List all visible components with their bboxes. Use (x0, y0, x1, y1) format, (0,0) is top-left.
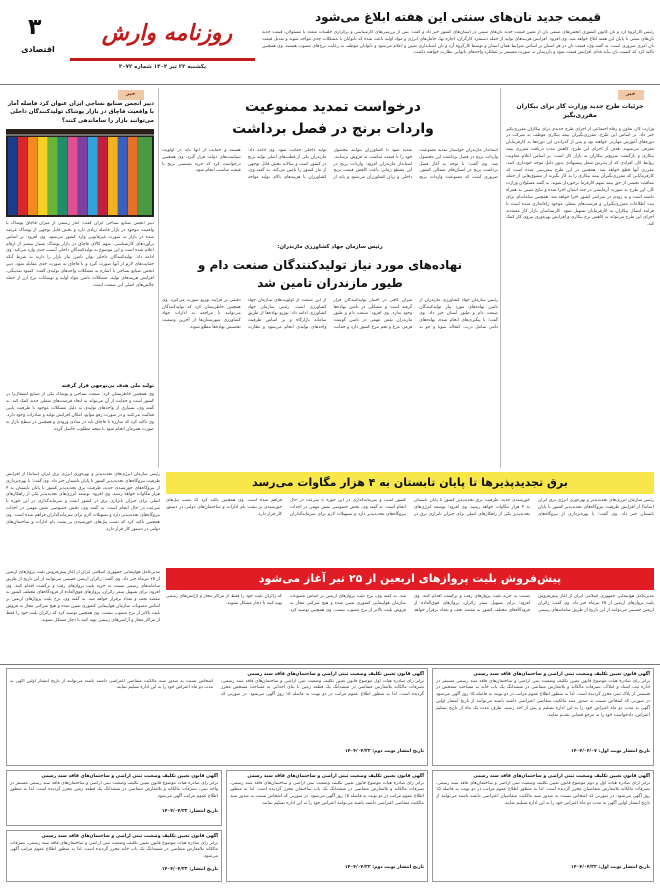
ad-body: برابر رای صادره هیات موضوع قانون تعیین تکلیف وضعیت ثبتی اراضی و ساختمان‌های فاقد سند رسمی مستقر در اداره ثبت اسناد و املاک، تصرفات مالکانه و بلامعارض متقاضی در ششدانگ یک باب خانه به مساحت مشخص در قسمتی از پلاک ثبتی محرز گردیده است. لذا به منظور اطلاع عموم مراتب در دو نوبت به فاصله ۱۵ روز آگهی می‌شود در صورتی که اشخاص نسبت به صدور سند مالکیت متقاضی اعتراضی داشته باشند می‌توانند از تاریخ انتشار اولین آگهی به مدت دو ماه اعتراض خود را به این اداره تسلیم و پس از اخذ رسید، ظرف مدت یک ماه از تاریخ تسلیم اعتراض، دادخواست خود را به مرجع قضایی تقدیم نمایند. (436, 678, 650, 718)
center-story-body: استاندار مازندران خواستار تمدید ممنوعیت واردات برنج در فصل برداشت این محصول شد. وی گفت: با توجه به آغاز فصل برداشت برنج در استان‌های شمالی کشور، ضروری است که ممنوعیت واردات برنج تمدید شود تا کشاورزان بتوانند محصول خود را با قیمت مناسب به فروش برسانند. استاندار مازندران افزود: واردات برنج در این مقطع زمانی باعث کاهش قیمت برنج داخلی و زیان کشاورزان می‌شود و باید از تولید داخلی حمایت شود. وی ادامه داد: مازندران یکی از قطب‌های اصلی تولید برنج در کشور است و سالانه بخش قابل توجهی از نیاز کشور را تامین می‌کند. به گفته وی، کشاورزان با هزینه‌های بالای تولید مواجه هستند و حمایت از آنها باید در اولویت سیاست‌های دولت قرار گیرد. وی همچنین درخواست کرد که خرید تضمینی برنج با قیمت مناسب انجام شود. (162, 148, 498, 181)
ad-date: تاریخ انتشار نوبت اول: ۱۴۰۴/۰۴/۲۲ (571, 864, 650, 870)
center-story-headline: درخواست تمدید ممنوعیت واردات برنج در فصل برداشت (232, 99, 434, 137)
right-news-body: وزارت کار، تعاون و رفاه اجتماعی از اجرای طرح جدیدی برای بیکاران مقرری‌بگیر خبر داد. بر اساس این طرح، مقرری‌بگیران بیمه بیکاری موظف به شرکت در دوره‌های آموزش مهارتی خواهند بود و پس از گذراندن این دوره‌ها به کارفرمایان معرفی می‌شوند. هدف از اجرای این طرح، کاهش مدت دریافت مقرری بیمه بیکاری و بازگشت سریع‌تر بیکاران به بازار کار است. بر اساس اعلام معاونت روابط کار، افرادی که از پذیرش شغل پیشنهادی بدون دلیل موجه خودداری کنند، مقرری آنها قطع خواهد شد. همچنین در این طرح پیش‌بینی شده است که کارفرمایانی که مقرری‌بگیران بیمه بیکاری را به کار بگیرند از مشوق‌هایی از جمله معافیت بخشی از حق بیمه سهم کارفرما برخوردار شوند. به گفته مسئولان وزارت کار، این طرح به صورت آزمایشی در چند استان اجرا شده و نتایج مثبتی به همراه داشته است و به زودی در سراسر کشور اجرا خواهد شد. همچنین سامانه‌ای برای ثبت اطلاعات مقرری‌بگیران و فرصت‌های شغلی موجود راه‌اندازی شده است تا فرایند اتصال بیکاران به کارفرمایان تسهیل شود. کارشناسان بازار کار معتقدند اجرای این طرح می‌تواند به کاهش نرخ بیکاری و افزایش بهره‌وری نیروی کار کمک کند. (506, 126, 654, 228)
ad-body: برابر رای صادره هیات اول موضوع قانون تعیین تکلیف وضعیت ثبتی اراضی و ساختمان‌های فاقد سند رسمی، تصرفات مالکانه بلامعارض متقاضی در ششدانگ یک قطعه زمین با بنای احداثی به مساحت مشخص محرز گردیده است. لذا به منظور اطلاع عموم مراتب در دو نوبت به فاصله ۱۵ روز آگهی می‌شود. در صورتی که اشخاص نسبت به صدور سند مالکیت متقاضی اعتراضی داشته باشند می‌توانند از تاریخ انتشار اولین آگهی به مدت دو ماه اعتراض خود را به این اداره تسلیم نمایند. (10, 678, 424, 698)
clothes-rack-image (6, 129, 154, 217)
logo-underline (70, 58, 255, 61)
newspaper-logo: روزنامه وارش (101, 20, 233, 46)
issue-date-line: یکشنبه ۲۲ تیر ۱۴۰۴ شماره ۳۰۷۲ (118, 64, 207, 70)
right-news-tag: خبر (618, 90, 644, 100)
page-number: ۳ (28, 15, 42, 40)
electricity-body-left: رئیس سازمان انرژی‌های تجدیدپذیر و بهره‌وری انرژی برق ایران (ساتبا) از افزایش ظرفیت نیروگاه‌های تجدیدپذیر کشور تا پایان تابستان خبر داد. وی گفت: با بهره‌برداری از نیروگاه‌های خورشیدی جدید، ظرفیت برق تجدیدپذیر کشور تا پایان تابستان به ۴ هزار مگاوات خواهد رسید. وی افزود: توسعه انرژی‌های تجدیدپذیر یکی از راهکارهای اصلی برای جبران ناترازی برق در کشور است و سرمایه‌گذاری در این حوزه با سرعت در حال انجام است. به گفته وی، بخش خصوصی نقش مهمی در احداث نیروگاه‌های تجدیدپذیر دارد و تسهیلات لازم برای سرمایه‌گذاران فراهم شده است. وی همچنین تاکید کرد که نصب پنل‌های خورشیدی بر پشت بام ادارات و ساختمان‌های دولتی در دستور کار قرار دارد. (6, 472, 160, 532)
center-story-subheading: رئیس سازمان جهاد کشاورزی مازندران: (277, 244, 383, 250)
ad-title: آگهی قانون تعیین تکلیف وضعیت ثبتی اراضی و ساختمان‌های فاقد سند رسمی (41, 834, 218, 839)
left-news-tag: خبر (118, 90, 144, 100)
flight-body (166, 594, 654, 658)
section-label: اقتصادی (21, 45, 55, 54)
ad-title: آگهی قانون تعیین تکلیف وضعیت ثبتی اراضی و ساختمان‌های فاقد سند رسمی (473, 672, 650, 677)
ad-date: تاریخ انتشار نوبت اول: ۱۴۰۴/۰۴/۰۷ (571, 748, 650, 754)
divider (158, 88, 159, 468)
top-story-body: رئیس کارگروه آرد و نان کانون کشوری انجمن‌های صنفی نان از تعیین قیمت جدید نان‌های سنتی در استان‌های کشور خبر داد و گفت: پس از بررسی‌های کارشناسی و برگزاری جلسات متعدد با مسئولان، قیمت جدید نان‌های سنتی تا پایان این هفته ابلاغ خواهد شد. وی افزود: افزایش هزینه‌های تولید از جمله دستمزد کارگران، اجاره بها، حامل‌های انرژی و مواد اولیه باعث شده که نانوایان با مشکلات جدی مواجه شوند و تعدیل قیمت نان امری ضروری است. به گفته وی، قیمت نان در هر استان بر اساس شرایط همان استان و توسط کارگروه آرد و نان استانداری تعیین و اعلام می‌شود و نانوایان موظف به رعایت نرخ‌های مصوب هستند. وی همچنین تاکید کرد که کیفیت نان نباید فدای افزایش قیمت شود و بازرسان به صورت مستمر بر عملکرد واحدهای نانوایی نظارت خواهند داشت. (262, 30, 654, 56)
legal-ad-4 (226, 770, 428, 882)
clothes-illustration (6, 129, 154, 217)
ad-date: تاریخ انتشار: ۱۴۰۴/۰۴/۲۲ (161, 808, 218, 814)
ad-title: آگهی قانون تعیین تکلیف وضعیت ثبتی اراضی و ساختمان‌های فاقد سند رسمی (247, 672, 424, 677)
left-news-body: دبیر انجمن صنایع نساجی ایران گفت: آمار رسمی از میزان قاچاق پوشاک با واقعیت موجود در بازار فاصله زیادی دارد و بخش قابل توجهی از پوشاک عرضه شده در بازار به صورت غیرقانونی وارد کشور می‌شود. وی افزود: بر اساس برآوردهای کارشناسی، سهم کالای قاچاق در بازار پوشاک بسیار بیشتر از ارقام اعلام شده است و این موضوع به تولیدکنندگان داخلی آسیب جدی وارد می‌کند. وی ادامه داد: تولیدکنندگان داخلی توان تامین نیاز بازار را دارند به شرط آنکه حمایت‌های لازم از آنها صورت گیرد و با قاچاق به صورت جدی مقابله شود. دبیر انجمن صنایع نساجی با اشاره به مشکلات واحدهای تولیدی گفت: کمبود نقدینگی، افزایش هزینه‌های تولید، مشکلات تامین مواد اولیه و نوسانات نرخ ارز از جمله چالش‌های اصلی این صنعت است. (6, 221, 154, 288)
legal-ad-2 (6, 668, 428, 766)
ad-title: آگهی قانون تعیین تکلیف وضعیت ثبتی اراضی و ساختمان‌های فاقد سند رسمی (41, 774, 218, 779)
divider (500, 88, 501, 468)
ad-title: آگهی قانون تعیین تکلیف وضعیت ثبتی اراضی و ساختمان‌های فاقد سند رسمی (473, 774, 650, 779)
legal-ad-3 (432, 770, 654, 882)
electricity-headline: برق تجدیدپذیرها تا پایان تابستان به ۴ هزار مگاوات می‌رسد (166, 472, 654, 494)
ad-body: برابر رای صادره هیات موضوع قانون تعیین تکلیف وضعیت ثبتی اراضی و ساختمان‌های فاقد سند رسمی، تصرفات مالکانه بلامعارض متقاضی در ششدانگ یک باب خانه محرز گردیده است. لذا به منظور اطلاع عموم مراتب آگهی می‌شود. (10, 840, 218, 860)
ad-date: تاریخ انتشار نوبت دوم: ۱۴۰۴/۰۴/۲۲ (344, 748, 424, 754)
divider (0, 84, 660, 85)
ad-body: برابر آرای صادره هیات اول و دوم موضوع قانون تعیین تکلیف وضعیت ثبتی اراضی و ساختمان‌های فاقد سند رسمی، تصرفات مالکانه بلامعارض متقاضیان محرز گردیده است. لذا به منظور اطلاع عموم مراتب در دو نوبت به فاصله ۱۵ روز آگهی می‌شود. در صورتی که اشخاص نسبت به صدور سند مالکیت متقاضیان اعتراضی داشته باشند می‌توانند از تاریخ انتشار اولین آگهی به مدت دو ماه اعتراض خود را به این اداره تسلیم نمایند. (436, 780, 650, 807)
legal-ad-6 (6, 830, 222, 882)
left-news-subheading: تولید ملی هدف بی‌توجهی قرار گرفته (61, 383, 154, 390)
top-story (262, 8, 654, 82)
ad-body: برابر رای صادره هیات موضوع قانون تعیین تکلیف وضعیت ثبتی اراضی و ساختمان‌های فاقد سند رسمی، تصرفات مالکانه و بلامعارض متقاضی در ششدانگ یک باب ساختمان محرز گردیده است. لذا به منظور اطلاع عموم مراتب در دو نوبت به فاصله ۱۵ روز آگهی می‌شود. در صورتی که اشخاص نسبت به صدور سند مالکیت متقاضی اعتراضی داشته باشند می‌توانند اعتراض خود را به این اداره تسلیم نمایند. (230, 780, 424, 807)
electricity-story (6, 472, 160, 568)
ad-title: آگهی قانون تعیین تکلیف وضعیت ثبتی اراضی و ساختمان‌های فاقد سند رسمی (247, 774, 424, 779)
legal-ad-1 (432, 668, 654, 766)
flight-headline: پیش‌فروش بلیت پروازهای اربعین از ۲۵ تیر آغاز می‌شود (166, 568, 654, 590)
electricity-body-text: رئیس سازمان انرژی‌های تجدیدپذیر و بهره‌وری انرژی برق ایران (ساتبا) از افزایش ظرفیت نیروگاه‌های تجدیدپذیر کشور تا پایان تابستان خبر داد. وی گفت: با بهره‌برداری از نیروگاه‌های خورشیدی جدید، ظرفیت برق تجدیدپذیر کشور تا پایان تابستان به ۴ هزار مگاوات خواهد رسید. وی افزود: توسعه انرژی‌های تجدیدپذیر یکی از راهکارهای اصلی برای جبران ناترازی برق در کشور است و سرمایه‌گذاری در این حوزه با سرعت در حال انجام است. به گفته وی، بخش خصوصی نقش مهمی در احداث نیروگاه‌های تجدیدپذیر دارد و تسهیلات لازم برای سرمایه‌گذاران فراهم شده است. وی همچنین تاکید کرد که نصب پنل‌های خورشیدی بر پشت بام ادارات و ساختمان‌های دولتی در دستور کار قرار دارد. (166, 498, 654, 517)
divider (0, 664, 660, 665)
flight-story-left (6, 570, 160, 666)
legal-ad-5 (6, 770, 222, 826)
masthead (0, 0, 258, 82)
electricity-body (166, 498, 654, 566)
center-story-body-2: رئیس سازمان جهاد کشاورزی مازندران از تامین نهاده‌های مورد نیاز تولیدکنندگان صنعت دام و طیور استان خبر داد. وی گفت: با پیگیری‌های انجام شده، نهاده‌های دامی شامل ذرت، کنجاله سویا و جو به میزان کافی در اختیار تولیدکنندگان قرار گرفته است و مشکلی در تامین نهاده‌ها وجود ندارد. وی افزود: صنعت دام و طیور مازندران نقش مهمی در تامین گوشت قرمز، مرغ و تخم مرغ کشور دارد و حمایت از این صنعت از اولویت‌های سازمان جهاد کشاورزی است. رئیس سازمان جهاد کشاورزی ادامه داد: توزیع نهاده‌ها از طریق سامانه بازارگاه و بر اساس ظرفیت واحدهای تولیدی انجام می‌شود و نظارت دقیقی بر فرایند توزیع صورت می‌گیرد. وی همچنین خاطرنشان کرد که تولیدکنندگان می‌توانند با مراجعه به ادارات جهاد کشاورزی شهرستان‌ها از آخرین وضعیت تخصیص نهاده‌ها مطلع شوند. (162, 297, 498, 331)
center-story (162, 96, 498, 468)
right-news-headline: جزئیات طرح جدید وزارت کار برای بیکاران مقرری‌بگیر (516, 103, 644, 120)
ad-date: تاریخ انتشار نوبت دوم: ۱۴۰۴/۰۴/۲۲ (344, 864, 424, 870)
flight-body-left: مدیرعامل هواپیمایی جمهوری اسلامی ایران از آغاز پیش‌فروش بلیت پروازهای اربعین از ۲۵ تیرماه خبر داد. وی گفت: زائران اربعین حسینی می‌توانند از این تاریخ از طریق سامانه‌های رسمی نسبت به خرید بلیت پروازهای رفت و برگشت اقدام کنند. وی افزود: برای تسهیل سفر زائران، پروازهای فوق‌العاده از فرودگاه‌های مختلف کشور به مقصد نجف و بغداد برقرار خواهد شد. به گفته وی، نرخ بلیت پروازهای اربعین بر اساس مصوبات سازمان هواپیمایی کشوری تعیین شده و هیچ شرکتی مجاز به فروش بلیت بالاتر از نرخ مصوب نیست. وی همچنین توصیه کرد که زائران بلیت خود را فقط از مراکز مجاز و آژانس‌های رسمی تهیه کنند تا دچار مشکل نشوند. (6, 570, 160, 623)
ad-body: برابر رای صادره هیات موضوع قانون تعیین تکلیف وضعیت ثبتی اراضی و ساختمان‌های فاقد سند رسمی مستقر در واحد ثبتی، تصرفات مالکانه و بلامعارض متقاضی در ششدانگ یک قطعه زمین محرز گردیده است. لذا به منظور اطلاع عموم مراتب آگهی می‌شود. (10, 780, 218, 800)
top-story-headline: قیمت جدید نان‌های سنتی این هفته ابلاغ می‌شود (314, 10, 602, 24)
left-news-headline: دبیر انجمن صنایع نساجی ایران عنوان کرد فاصله آمار با واقعیت قاچاق در بازار پوشاک تولیدکنندگان داخلی می‌توانند بازار را ساماندهی کنند؟ (7, 101, 154, 124)
ad-date: تاریخ انتشار: ۱۴۰۴/۰۴/۲۲ (161, 866, 218, 872)
left-news (6, 100, 154, 468)
left-news-body-2: وی همچنین خاطرنشان کرد: صنعت نساجی و پوشاک یکی از صنایع اشتغال‌زا در کشور است و حمایت از آن می‌تواند به ایجاد فرصت‌های شغلی جدید کمک کند. به گفته وی، بسیاری از واحدهای تولیدی به دلیل مشکلات موجود با ظرفیت پایین فعالیت می‌کنند و در صورت رفع موانع، امکان افزایش تولید و صادرات وجود دارد. وی تاکید کرد که مبارزه با قاچاق باید در مبادی ورودی و همچنین در سطح بازار به صورت همزمان انجام شود تا نتیجه مطلوب حاصل گردد. (6, 392, 154, 432)
flight-body-text: مدیرعامل هواپیمایی جمهوری اسلامی ایران از آغاز پیش‌فروش بلیت پروازهای اربعین از ۲۵ تیرماه خبر داد. وی گفت: زائران اربعین حسینی می‌توانند از این تاریخ از طریق سامانه‌های رسمی نسبت به خرید بلیت پروازهای رفت و برگشت اقدام کنند. وی افزود: برای تسهیل سفر زائران، پروازهای فوق‌العاده از فرودگاه‌های مختلف کشور به مقصد نجف و بغداد برقرار خواهد شد. به گفته وی، نرخ بلیت پروازهای اربعین بر اساس مصوبات سازمان هواپیمایی کشوری تعیین شده و هیچ شرکتی مجاز به فروش بلیت بالاتر از نرخ مصوب نیست. وی همچنین توصیه کرد که زائران بلیت خود را فقط از مراکز مجاز و آژانس‌های رسمی تهیه کنند تا دچار مشکل نشوند. (166, 594, 654, 613)
center-story-headline-2: نهاده‌های مورد نیاز تولیدکنندگان صنعت دام و طیور مازندران تامین شد (197, 257, 463, 290)
right-news (506, 102, 654, 468)
